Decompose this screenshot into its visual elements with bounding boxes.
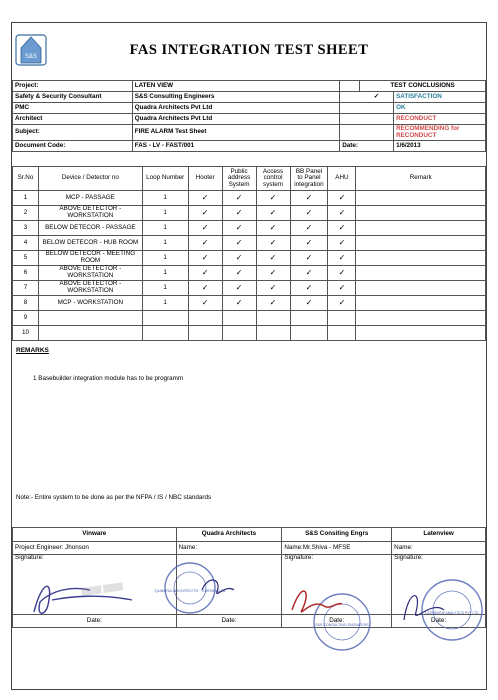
row-device [38, 326, 142, 341]
row-loop [142, 311, 188, 326]
row-check-cell: ✓ [188, 206, 222, 221]
col-header: BB Panel to Panel integration [290, 167, 328, 191]
row-remark [356, 206, 486, 221]
row-check-cell: ✓ [188, 236, 222, 251]
row-device: ABOVE DETECTOR - WORKSTATION [38, 281, 142, 296]
row-check-cell: ✓ [188, 251, 222, 266]
test-conclusions-heading: TEST CONCLUSIONS [360, 81, 486, 92]
row-device: BELOW DETECOR - HUB ROOM [38, 236, 142, 251]
name-field: Name: [392, 542, 486, 555]
row-check-cell [290, 326, 328, 341]
page-title: FAS INTEGRATION TEST SHEET [129, 42, 369, 58]
logo-text: S&S [24, 54, 38, 60]
col-header: Hooter [188, 167, 222, 191]
row-check-cell [256, 311, 290, 326]
col-header: Public address System [222, 167, 256, 191]
row-serial: 7 [13, 281, 39, 296]
row-check-cell [328, 326, 356, 341]
row-remark [356, 251, 486, 266]
row-check-cell: ✓ [328, 206, 356, 221]
row-loop: 1 [142, 236, 188, 251]
svg-text:▒▒▒▒ ▒▒▒▒: ▒▒▒▒ ▒▒▒▒ [81, 583, 124, 596]
table-row [13, 191, 486, 206]
party-latenview: Latenview [392, 528, 486, 542]
table-row [13, 326, 486, 341]
table-row [13, 206, 486, 221]
row-check-cell: ✓ [222, 251, 256, 266]
standards-note: Note:- Entire system to be done as per the NFPA / IS / NBC standards [16, 494, 212, 501]
conclusion-ok: OK [394, 103, 486, 114]
row-loop: 1 [142, 296, 188, 311]
row-check-cell: ✓ [328, 296, 356, 311]
info-value: FIRE ALARM Test Sheet [132, 125, 339, 141]
row-check-cell: ✓ [222, 206, 256, 221]
conclusion-check-mark: ✓ [360, 92, 394, 103]
row-check-cell: ✓ [222, 296, 256, 311]
table-row [13, 266, 486, 281]
row-remark [356, 191, 486, 206]
col-header: Access control system [256, 167, 290, 191]
stamp-quadra-text: QUADRA ARCHITECTS · CHENNAI-28 [154, 588, 226, 593]
row-serial: 2 [13, 206, 39, 221]
row-device: ABOVE DETECTOR - WORKSTATION [38, 266, 142, 281]
row-device: MCP - WORKSTATION [38, 296, 142, 311]
signoff-table [12, 527, 486, 628]
table-row [13, 296, 486, 311]
row-check-cell: ✓ [256, 251, 290, 266]
col-header: Remark [356, 167, 486, 191]
date-field: Date: [282, 615, 392, 628]
row-check-cell: ✓ [188, 296, 222, 311]
row-remark [356, 266, 486, 281]
row-check-cell [188, 326, 222, 341]
row-serial: 3 [13, 221, 39, 236]
row-remark [356, 311, 486, 326]
table-row [13, 251, 486, 266]
row-check-cell [222, 311, 256, 326]
name-field: Name:Mr.Shiva - MFSE [282, 542, 392, 555]
row-serial: 4 [13, 236, 39, 251]
row-remark [356, 281, 486, 296]
info-value: S&S Consulting Engineers [132, 92, 339, 103]
row-device: ABOVE DETECTOR - WORKSTATION [38, 206, 142, 221]
row-loop: 1 [142, 281, 188, 296]
row-remark [356, 326, 486, 341]
signature-label: Signature: [282, 555, 392, 615]
row-check-cell: ✓ [222, 266, 256, 281]
row-check-cell: ✓ [188, 221, 222, 236]
row-serial: 5 [13, 251, 39, 266]
row-check-cell: ✓ [222, 221, 256, 236]
info-value: Quadra Architects Pvt Ltd [132, 114, 339, 125]
row-device: BELOW DETECOR - MEETING ROOM [38, 251, 142, 266]
row-check-cell: ✓ [328, 266, 356, 281]
table-row [13, 221, 486, 236]
row-check-cell: ✓ [290, 266, 328, 281]
row-check-cell [188, 311, 222, 326]
row-check-cell [222, 326, 256, 341]
row-device: BELOW DETECOR - PASSAGE [38, 221, 142, 236]
device-rows [13, 191, 486, 341]
row-check-cell: ✓ [290, 221, 328, 236]
row-serial: 10 [13, 326, 39, 341]
row-check-cell: ✓ [256, 296, 290, 311]
row-check-cell: ✓ [188, 281, 222, 296]
row-loop: 1 [142, 221, 188, 236]
row-check-cell: ✓ [328, 221, 356, 236]
info-value: Quadra Architects Pvt Ltd [132, 103, 339, 114]
row-check-cell: ✓ [328, 251, 356, 266]
row-check-cell: ✓ [290, 191, 328, 206]
row-check-cell: ✓ [290, 236, 328, 251]
row-check-cell [256, 326, 290, 341]
row-check-cell: ✓ [328, 236, 356, 251]
name-field: Name: [176, 542, 282, 555]
info-value: FAS - LV - FAST/001 [132, 141, 339, 152]
party-vinware: Vinware [13, 528, 177, 542]
row-check-cell: ✓ [256, 281, 290, 296]
date-field: Date: [392, 615, 486, 628]
stamp-ss-text: S&S CONSULTING ENGINEERS [315, 623, 369, 627]
row-check-cell: ✓ [290, 296, 328, 311]
info-value: LATEN VIEW [132, 81, 339, 92]
info-label: Safety & Security Consultant [13, 92, 133, 103]
row-device: MCP - PASSAGE [38, 191, 142, 206]
row-check-cell: ✓ [256, 191, 290, 206]
row-remark [356, 236, 486, 251]
remark-text: 1 Basebuilder integration module has to be programm [33, 375, 184, 382]
row-check-cell: ✓ [222, 281, 256, 296]
date-label: Date: [340, 141, 394, 152]
row-check-cell: ✓ [290, 206, 328, 221]
row-check-cell: ✓ [290, 281, 328, 296]
remarks-heading: REMARKS [16, 347, 49, 354]
row-loop: 1 [142, 251, 188, 266]
row-serial: 1 [13, 191, 39, 206]
row-check-cell: ✓ [188, 191, 222, 206]
row-loop: 1 [142, 266, 188, 281]
row-check-cell: ✓ [328, 281, 356, 296]
date-field: Date: [13, 615, 177, 628]
row-serial: 8 [13, 296, 39, 311]
conclusion-reconduct: RECONDUCT [394, 114, 486, 125]
signature-label: Signature: [13, 555, 177, 615]
table-row [13, 311, 486, 326]
table-row [13, 281, 486, 296]
row-check-cell: ✓ [256, 206, 290, 221]
row-device [38, 311, 142, 326]
row-check-cell [328, 311, 356, 326]
party-quadra: Quadra Architects [176, 528, 282, 542]
row-check-cell: ✓ [290, 251, 328, 266]
col-header: AHU [328, 167, 356, 191]
table-row [13, 236, 486, 251]
signature-label: Signature: [392, 555, 486, 615]
row-serial: 6 [13, 266, 39, 281]
conclusion-satisfaction: SATISFACTION [394, 92, 486, 103]
row-loop: 1 [142, 206, 188, 221]
party-ss: S&S Consiting Engrs [282, 528, 392, 542]
info-label: Project: [13, 81, 133, 92]
col-header: Loop Number [142, 167, 188, 191]
row-serial: 9 [13, 311, 39, 326]
info-label: Document Code: [13, 141, 133, 152]
info-label: Architect [13, 114, 133, 125]
info-label: PMC [13, 103, 133, 114]
header-info-table [12, 80, 486, 152]
row-check-cell: ✓ [222, 236, 256, 251]
row-remark [356, 296, 486, 311]
info-label: Subject: [13, 125, 133, 141]
date-value: 1/6/2013 [394, 141, 486, 152]
device-test-table [12, 166, 486, 341]
conclusion-recommending: RECOMMENDING for RECONDUCT [394, 125, 486, 141]
row-check-cell: ✓ [188, 266, 222, 281]
col-header: Device / Detector no [38, 167, 142, 191]
row-check-cell: ✓ [222, 191, 256, 206]
row-remark [356, 221, 486, 236]
row-check-cell: ✓ [256, 266, 290, 281]
row-loop [142, 326, 188, 341]
stamp-latenview-text: LATENVIEW ANALYTICS PVT LTD [425, 611, 479, 615]
col-header: Sr.No [13, 167, 39, 191]
row-check-cell: ✓ [256, 236, 290, 251]
row-check-cell: ✓ [256, 221, 290, 236]
row-check-cell: ✓ [328, 191, 356, 206]
row-check-cell [290, 311, 328, 326]
row-loop: 1 [142, 191, 188, 206]
name-field: Project Engineer: Jhonson [13, 542, 177, 555]
date-field: Date: [176, 615, 282, 628]
